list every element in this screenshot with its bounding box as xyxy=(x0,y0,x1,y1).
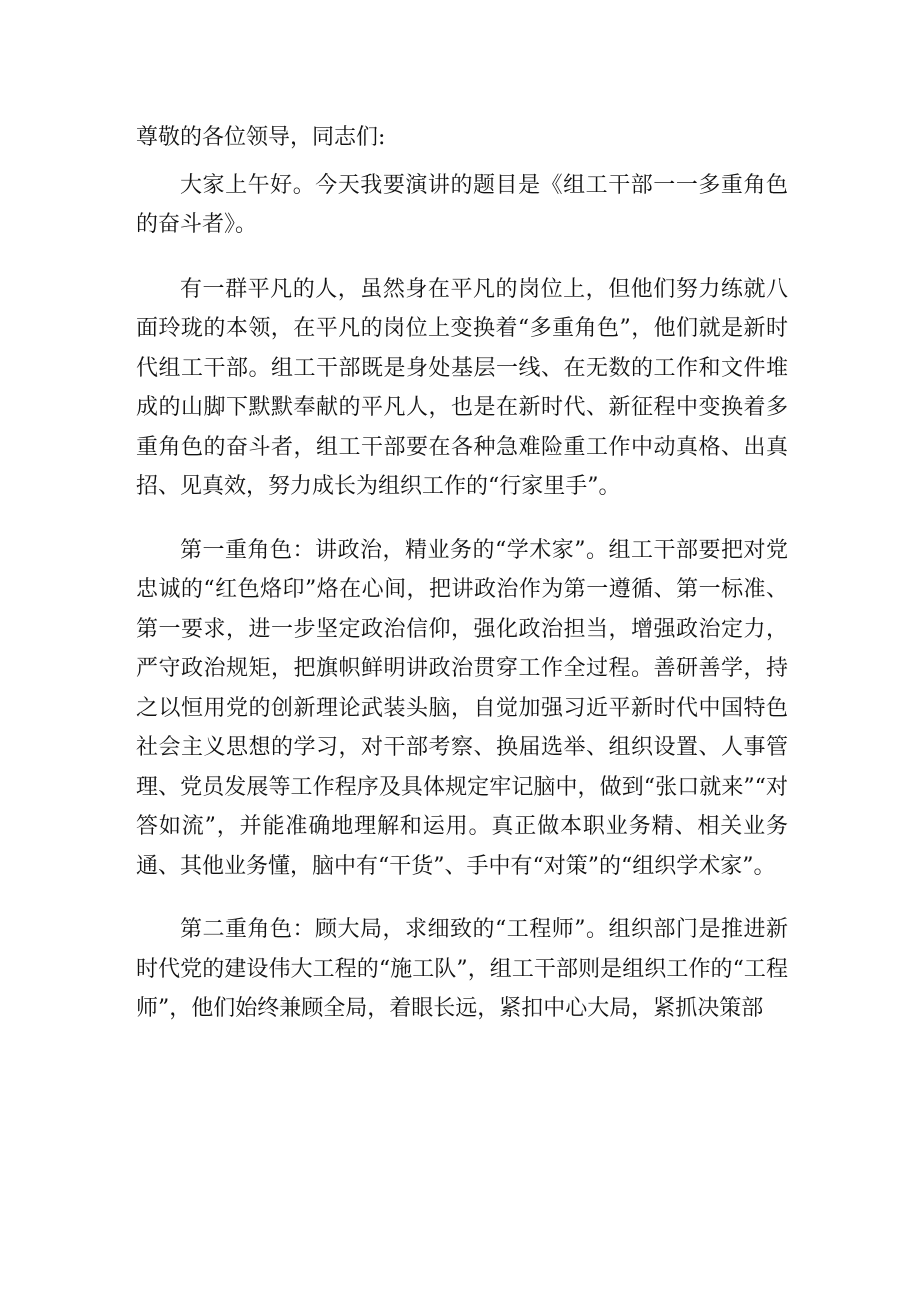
paragraph-overview: 有一群平凡的人，虽然身在平凡的岗位上，但他们努力练就八面玲珑的本领，在平凡的岗位上变换着“多重角色”，他们就是新时代组工干部。组工干部既是身处基层一线、在无数的工作和文件堆成的山脚下默默奉献的平凡人，也是在新时代、新征程中变换着多重角色的奋斗者，组工干部要在各种急难险重工作中动真格、出真招、见真效，努力成长为组织工作的“行家里手”。 xyxy=(136,276,788,499)
salutation: 尊敬的各位领导，同志们: xyxy=(136,125,386,150)
paragraph-second-role: 第二重角色：顾大局，求细致的“工程师”。组织部门是推进新时代党的建设伟大工程的“施工队”，组工干部则是组织工作的“工程师”，他们始终兼顾全局，着眼长远，紧扣中心大局，紧抓决策部 xyxy=(136,917,788,1021)
document-body xyxy=(136,118,788,1053)
paragraph-intro: 大家上午好。今天我要演讲的题目是《组工干部一一多重角色的奋斗者》。 xyxy=(136,172,788,237)
paragraph-first-role: 第一重角色：讲政治，精业务的“学术家”。组工干部要把对党忠诚的“红色烙印”烙在心间，把讲政治作为第一遵循、第一标准、第一要求，进一步坚定政治信仰，强化政治担当，增强政治定力，严守政治规矩，把旗帜鲜明讲政治贯穿工作全过程。善研善学，持之以恒用党的创新理论武装头脑，自觉加强习近平新时代中国特色社会主义思想的学习，对干部考察、换届选举、组织设置、人事管理、党员发展等工作程序及具体规定牢记脑中，做到“张口就来”“对答如流”，并能准确地理解和运用。真正做本职业务精、相关业务通、其他业务懂，脑中有“干货”、手中有“对策”的“组织学术家”。 xyxy=(136,537,788,879)
